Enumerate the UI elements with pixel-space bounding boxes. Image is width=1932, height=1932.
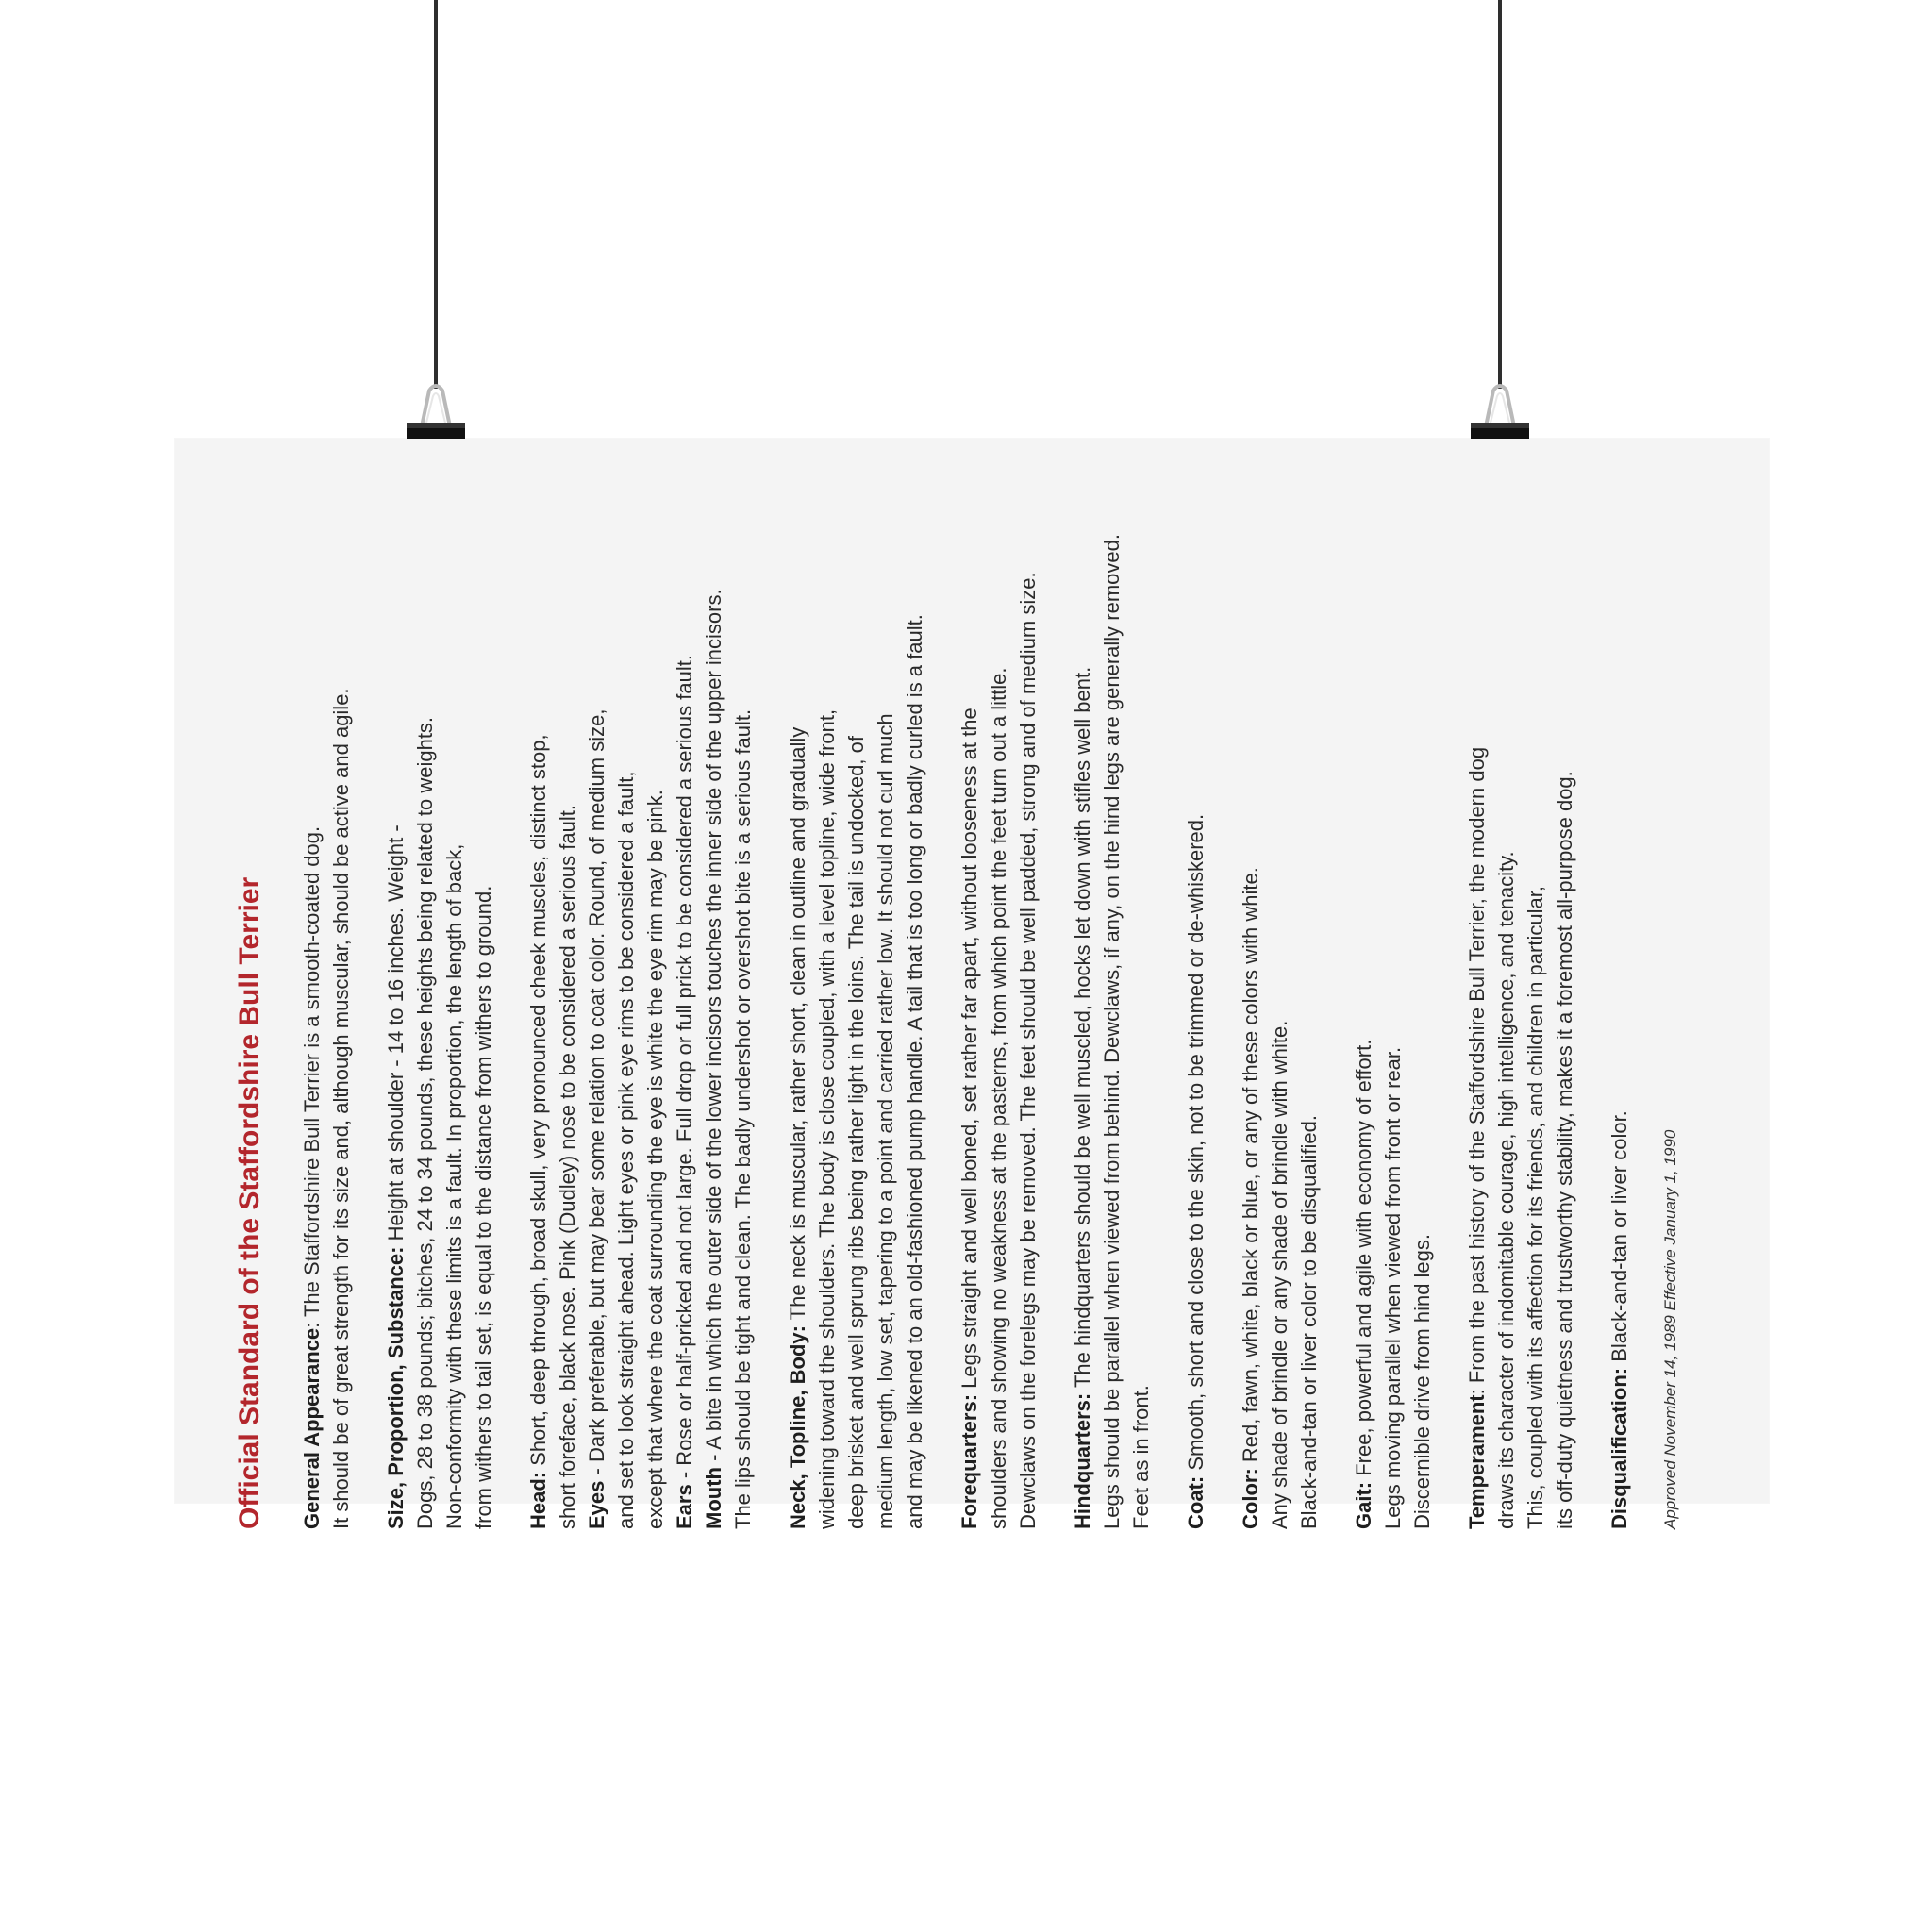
section-neck-topline-body: [783, 439, 929, 1529]
section-text: - Dark preferable, but may bear some relation to coat color. Round, of medium size,: [585, 708, 608, 1481]
section-text: It should be of great strength for its size and, although muscular, should be active and agile.: [329, 688, 353, 1529]
section-text: - A bite in which the outer side of the lower incisors touches the inner side of the upper incisors.: [702, 589, 725, 1468]
section-gait: [1349, 439, 1437, 1529]
section-text: Any shade of brindle or any shade of brindle with white.: [1268, 1020, 1291, 1529]
section-label: Coat:: [1184, 1475, 1208, 1529]
poster-sheet: [175, 439, 1769, 1529]
section-label: Disqualification:: [1607, 1367, 1631, 1529]
section-text: Non-conformity with these limits is a fault. In proportion, the length of back,: [442, 843, 466, 1529]
hanging-string-left: [434, 0, 438, 389]
section-text: Height at shoulder - 14 to 16 inches. Weight -: [384, 824, 408, 1247]
section-text: from withers to tail set, is equal to the distance from withers to ground.: [472, 885, 495, 1529]
section-label: Color:: [1239, 1468, 1262, 1529]
section-text: and set to look straight ahead. Light eyes or pink eye rims to be considered a fault,: [614, 771, 638, 1529]
section-text: and may be likened to an old-fashioned pump handle. A tail that is too long or badly curled is a fault.: [903, 614, 926, 1529]
section-label: Hindquarters:: [1071, 1392, 1094, 1529]
section-text: widening toward the shoulders. The body is close coupled, with a level topline, wide front,: [815, 708, 839, 1529]
section-text: Dogs, 28 to 38 pounds; bitches, 24 to 34 pounds, these heights being related to weights.: [413, 716, 437, 1529]
section-text: Black-and-tan or liver color to be disqualified.: [1297, 1114, 1321, 1529]
section-text: Black-and-tan or liver color.: [1607, 1110, 1631, 1368]
section-forequarters: [955, 439, 1042, 1529]
section-text: Discernible drive from hind legs.: [1410, 1233, 1434, 1529]
section-label: Eyes: [585, 1480, 608, 1529]
section-text: deep brisket and well sprung ribs being rather light in the loins. The tail is undocked, of: [844, 736, 868, 1529]
section-text: Short, deep through, broad skull, very pronounced cheek muscles, distinct stop,: [526, 734, 550, 1472]
section-text: The hindquarters should be well muscled, hocks let down with stifles well bent.: [1071, 666, 1094, 1393]
section-label: Ears: [673, 1484, 696, 1529]
section-text: draws its character of indomitable courage, high intelligence, and tenacity.: [1494, 851, 1518, 1529]
poster-title: Official Standard of the Staffordshire Bull Terrier: [234, 876, 265, 1529]
section-label: Temperament: [1465, 1394, 1489, 1529]
section-label: Head:: [526, 1471, 550, 1529]
section-text: - Rose or half-pricked and not large. Full drop or full prick to be considered a serious fault.: [673, 655, 696, 1485]
section-text: Feet as in front.: [1129, 1385, 1153, 1529]
section-head: [524, 439, 758, 1529]
section-label: General Appearance: [300, 1327, 324, 1529]
section-text: except that where the coat surrounding the eye is white the eye rim may be pink.: [643, 790, 667, 1529]
section-text: : From the past history of the Staffordshire Bull Terrier, the modern dog: [1465, 746, 1489, 1395]
section-color: [1236, 439, 1324, 1529]
section-text: medium length, low set, tapering to a point and carried rather low. It should not curl much: [874, 713, 897, 1529]
section-text: : The Staffordshire Bull Terrier is a smooth-coated dog.: [300, 825, 324, 1328]
section-disqualification: [1605, 439, 1634, 1529]
section-coat: [1181, 439, 1210, 1529]
section-size-proportion: [381, 439, 498, 1529]
section-text: This, coupled with its affection for its friends, and children in particular,: [1524, 886, 1547, 1529]
hanging-string-right: [1498, 0, 1502, 389]
section-text: Legs straight and well boned, set rather far apart, without looseness at the: [958, 708, 981, 1394]
section-text: shoulders and showing no weakness at the pasterns, from which point the feet turn out a little.: [987, 667, 1010, 1529]
section-text: Smooth, short and close to the skin, not to be trimmed or de-whiskered.: [1184, 813, 1208, 1476]
section-text: Legs moving parallel when viewed from front or rear.: [1381, 1046, 1405, 1529]
section-text: its off-duty quietness and trustworthy stability, makes it a foremost all-purpose dog.: [1553, 771, 1576, 1529]
section-label: Gait:: [1352, 1481, 1375, 1529]
poster-content: [231, 439, 1703, 1529]
section-label: Mouth: [702, 1467, 725, 1529]
section-temperament: [1462, 439, 1579, 1529]
section-general-appearance: [297, 439, 356, 1529]
section-text: Red, fawn, white, black or blue, or any of these colors with white.: [1239, 867, 1262, 1469]
section-text: Free, powerful and agile with economy of effort.: [1352, 1039, 1375, 1482]
section-text: The lips should be tight and clean. The badly undershot or overshot bite is a serious fault.: [731, 708, 755, 1529]
section-hindquarters: [1068, 439, 1156, 1529]
section-text: short foreface, black nose. Pink (Dudley) nose to be considered a serious fault.: [556, 805, 579, 1529]
section-text: Legs should be parallel when viewed from behind. Dewclaws, if any, on the hind legs are generally removed.: [1100, 534, 1124, 1529]
section-text: Dewclaws on the forelegs may be removed. The feet should be well padded, strong and of medium size.: [1016, 572, 1040, 1529]
section-text: The neck is muscular, rather short, clean in outline and gradually: [786, 726, 809, 1326]
section-label: Neck, Topline, Body:: [786, 1325, 809, 1529]
section-label: Size, Proportion, Substance:: [384, 1246, 408, 1529]
section-label: Forequarters:: [958, 1393, 981, 1529]
approval-footer: Approved November 14, 1989 Effective January 1, 1990: [1661, 1129, 1679, 1529]
